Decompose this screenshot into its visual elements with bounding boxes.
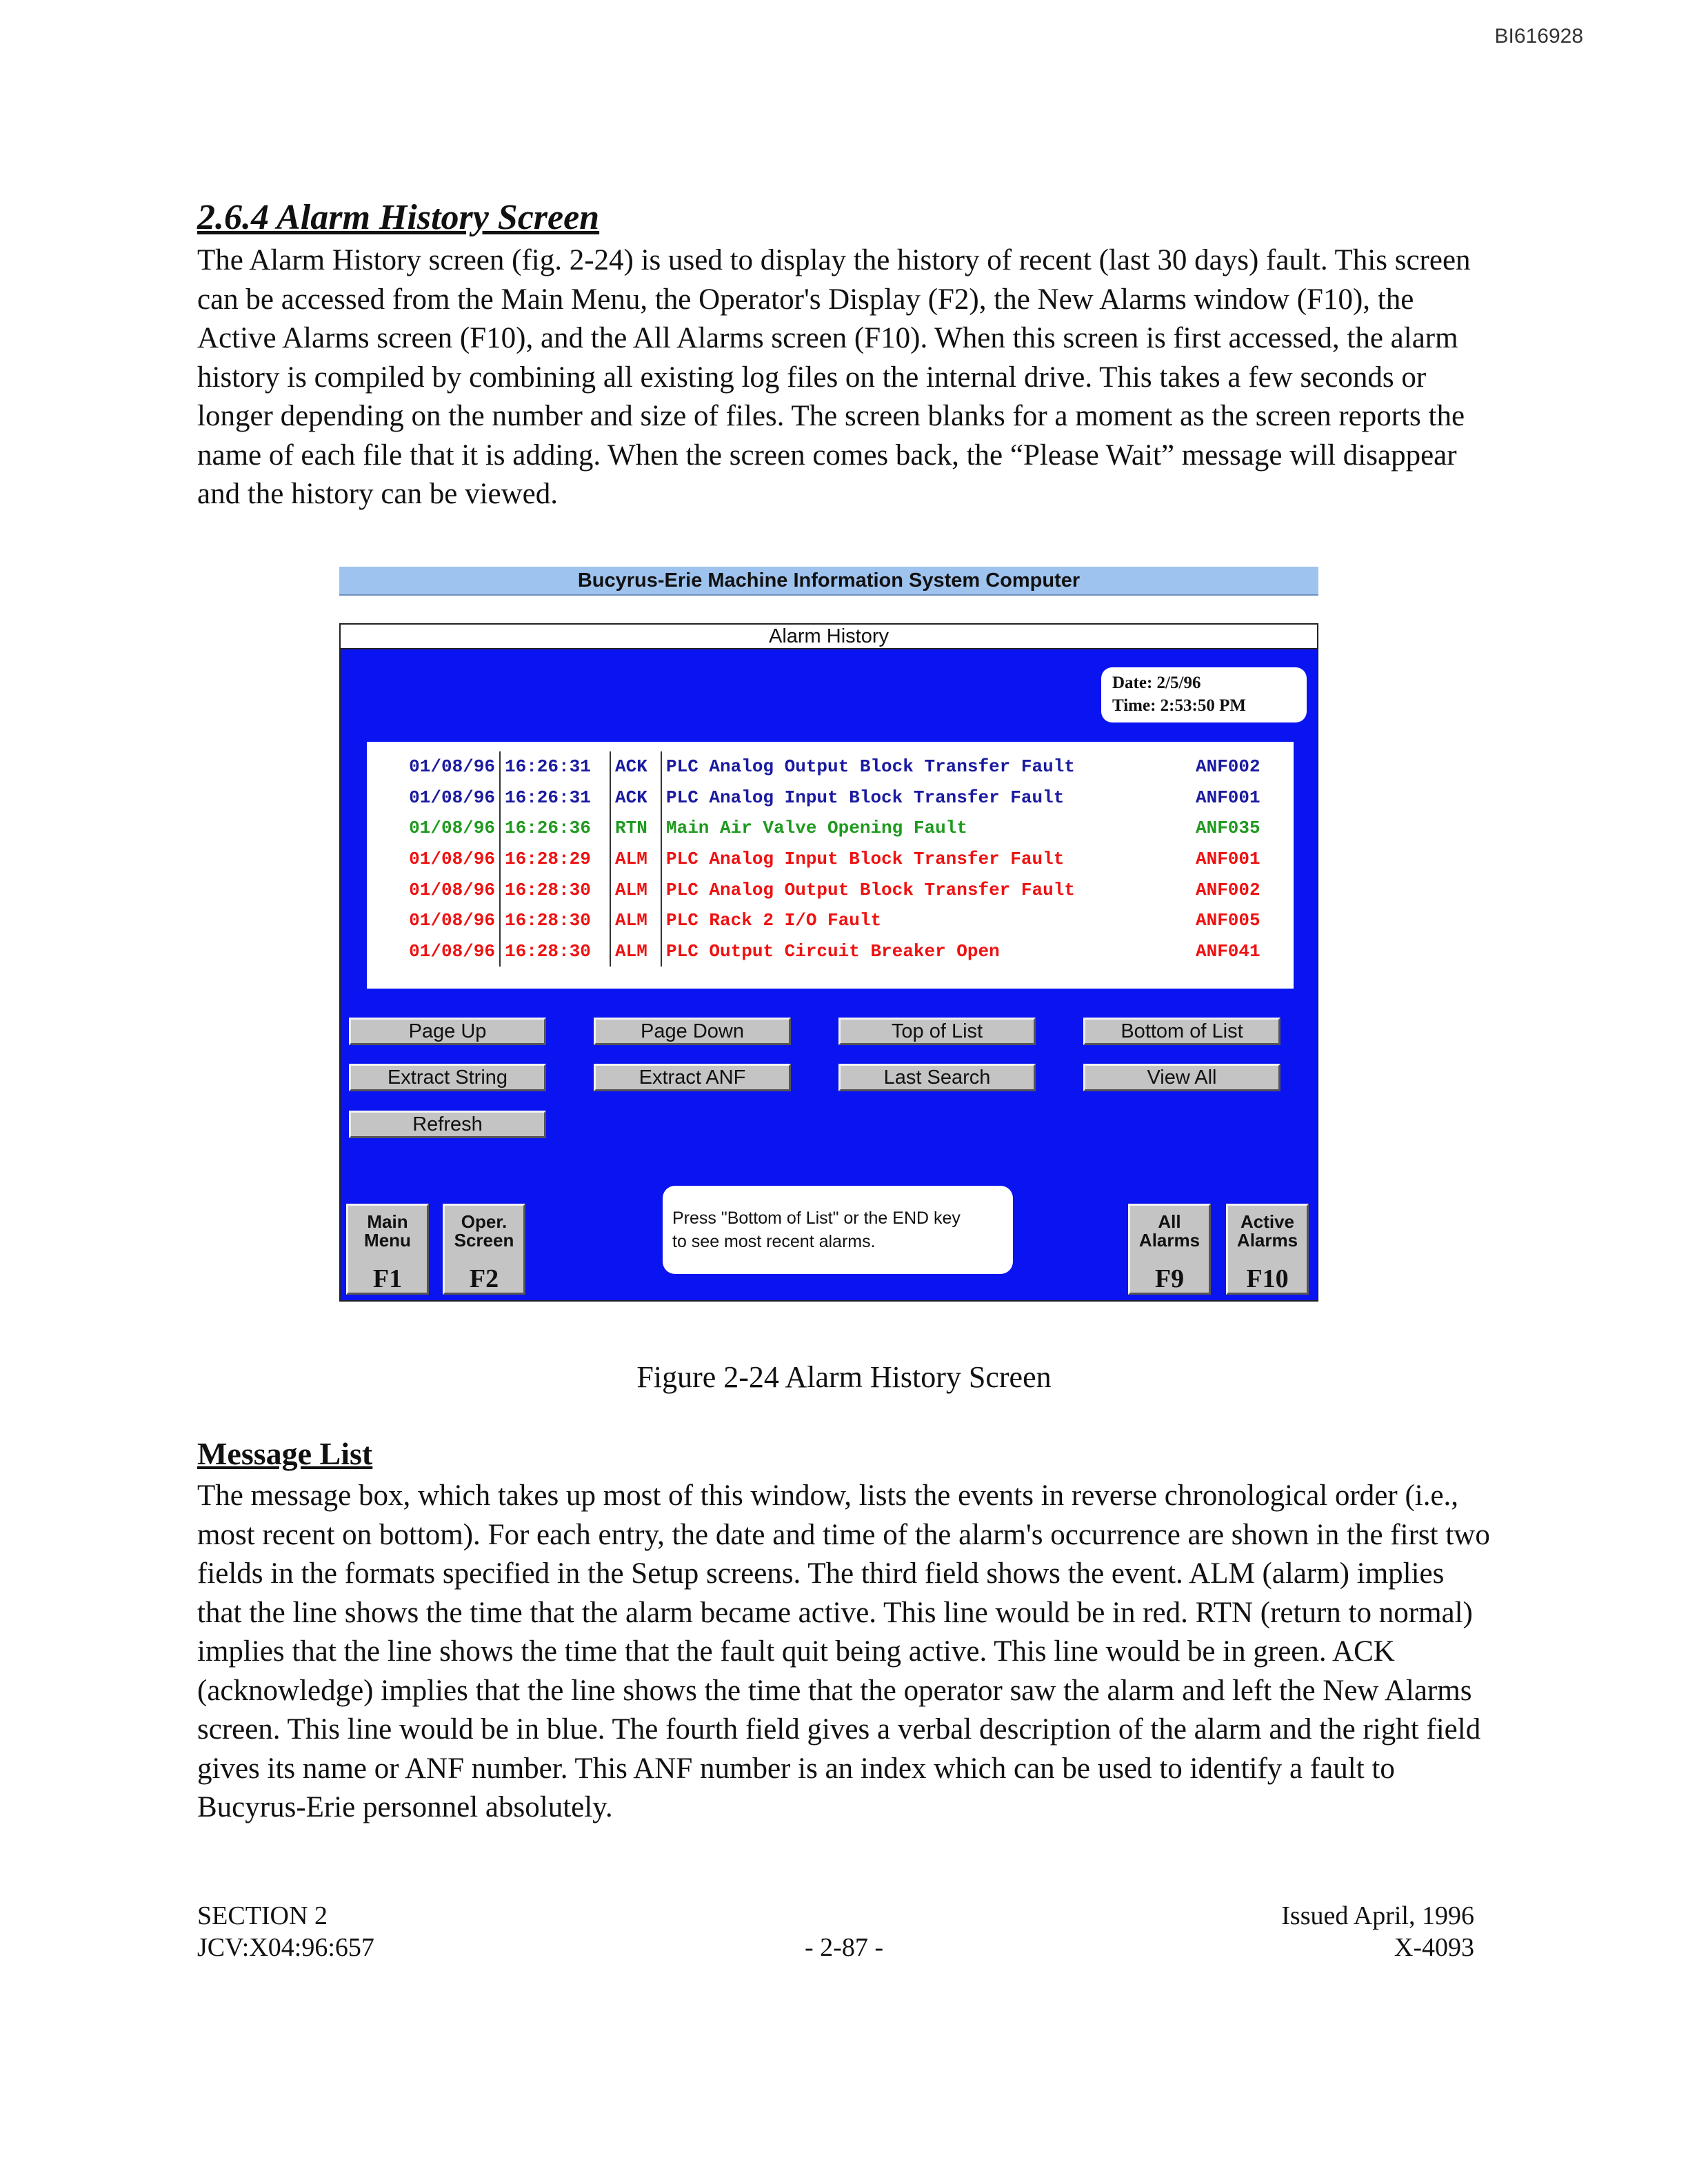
footer-code: JCV:X04:96:657 (197, 1933, 374, 1962)
page-down-button[interactable]: Page Down (594, 1018, 791, 1045)
alarm-description: PLC Analog Input Block Transfer Fault (666, 849, 1065, 870)
alarm-date: 01/08/96 (367, 813, 500, 844)
footer-section: SECTION 2 (197, 1901, 328, 1930)
alarm-date: 01/08/96 (367, 905, 500, 936)
alarm-type: ALM (610, 905, 661, 936)
alarm-description: PLC Output Circuit Breaker Open (666, 940, 1000, 962)
alarm-date: 01/08/96 (367, 751, 500, 782)
f1-label: Main Menu (364, 1211, 411, 1251)
alarm-type: RTN (610, 813, 661, 844)
alarm-time: 16:28:30 (500, 874, 610, 905)
alarm-time: 16:28:29 (500, 844, 610, 875)
alarm-description: PLC Analog Input Block Transfer Fault (666, 787, 1065, 808)
last-search-button[interactable]: Last Search (838, 1064, 1036, 1091)
alarm-anf: ANF035 (1196, 818, 1260, 839)
view-all-button[interactable]: View All (1083, 1064, 1280, 1091)
alarm-description: PLC Analog Output Block Transfer Fault (666, 879, 1075, 900)
alarm-date: 01/08/96 (367, 844, 500, 875)
date-display: Date: 2/5/96 (1112, 674, 1201, 692)
message-list[interactable] (367, 742, 1294, 989)
alarm-time: 16:26:36 (500, 813, 610, 844)
alarm-row[interactable] (367, 905, 1265, 936)
alarm-row[interactable] (367, 813, 1265, 844)
alarm-row[interactable] (367, 751, 1265, 782)
bottom-of-list-button[interactable]: Bottom of List (1083, 1018, 1280, 1045)
alarm-row[interactable] (367, 782, 1265, 813)
f10-code: F10 (1246, 1264, 1289, 1293)
f9-code: F9 (1154, 1264, 1185, 1293)
alarm-history-screenshot (339, 567, 1318, 1302)
intro-paragraph: The Alarm History screen (fig. 2-24) is used to display the history of recent (last 30 days) fault. This screen can be accessed from the Main Menu, the Operator's Display (F2), the New Alarms window (F10), the Active Alarms screen (F10), and the All Alarms screen (F10). When this screen is first accessed, the alarm history is compiled by combining all existing log files on the internal drive. This takes a few seconds or longer depending on the number and size of files. The screen blanks for a moment as the screen reports the name of each file that it is adding. When the screen comes back, the “Please Wait” message will disappear and the history can be viewed. (197, 244, 1471, 510)
top-of-list-button[interactable]: Top of List (838, 1018, 1036, 1045)
alarm-anf: ANF001 (1196, 787, 1260, 808)
active-alarms-f10-key[interactable] (1226, 1204, 1309, 1295)
alarm-type: ACK (610, 751, 661, 782)
main-menu-f1-key[interactable] (346, 1204, 429, 1295)
alarm-date: 01/08/96 (367, 782, 500, 813)
hint-box (663, 1186, 1013, 1274)
time-display: Time: 2:53:50 PM (1112, 696, 1246, 715)
figure-caption: Figure 2-24 Alarm History Screen (636, 1360, 1052, 1394)
alarm-anf: ANF001 (1196, 849, 1260, 870)
f2-code: F2 (469, 1264, 499, 1293)
all-alarms-f9-key[interactable] (1128, 1204, 1211, 1295)
alarm-description: Main Air Valve Opening Fault (666, 818, 967, 839)
f10-label: Active Alarms (1236, 1211, 1298, 1251)
alarm-type: ALM (610, 936, 661, 967)
hint-line-1: Press "Bottom of List" or the END key (672, 1209, 961, 1228)
section-heading: 2.6.4 Alarm History Screen (197, 198, 600, 237)
footer-issued: Issued April, 1996 (1281, 1901, 1474, 1930)
footer-doc-number: X-4093 (1394, 1933, 1474, 1962)
system-title-bar: Bucyrus-Erie Machine Information System Computer (339, 567, 1318, 596)
f2-label: Oper. Screen (454, 1211, 514, 1251)
alarm-time: 16:28:30 (500, 905, 610, 936)
footer-page-number: - 2-87 - (805, 1933, 883, 1962)
alarm-table (367, 751, 1265, 967)
alarm-time: 16:28:30 (500, 936, 610, 967)
alarm-type: ACK (610, 782, 661, 813)
message-list-paragraph: The message box, which takes up most of this window, lists the events in reverse chronological order (i.e., most recent on bottom). For each entry, the date and time of the alarm's occurrence are shown in the first two fields in the formats specified in the Setup screens. The third field shows the event. ALM (alarm) implies that the line shows the time that the alarm became active. This line would be in red. RTN (return to normal) implies that the line shows the time that the fault quit being active. This line would be in green. ACK (acknowledge) implies that the line shows the time that the operator saw the alarm and left the New Alarms screen. This line would be in blue. The fourth field gives a verbal description of the alarm and the right field gives its name or ANF number. This ANF number is an index which can be used to identify a fault to Bucyrus-Erie personnel absolutely. (197, 1479, 1490, 1823)
hint-line-2: to see most recent alarms. (672, 1232, 876, 1251)
oper-screen-f2-key[interactable] (443, 1204, 525, 1295)
footer-right (1281, 1900, 1474, 1963)
alarm-anf: ANF002 (1196, 756, 1260, 778)
alarm-description: PLC Analog Output Block Transfer Fault (666, 756, 1075, 778)
alarm-row[interactable] (367, 936, 1265, 967)
alarm-description: PLC Rack 2 I/O Fault (666, 910, 882, 931)
alarm-anf: ANF005 (1196, 910, 1260, 931)
alarm-row[interactable] (367, 844, 1265, 875)
alarm-history-window (339, 623, 1318, 1302)
alarm-anf: ANF041 (1196, 940, 1260, 962)
alarm-type: ALM (610, 874, 661, 905)
extract-anf-button[interactable]: Extract ANF (594, 1064, 791, 1091)
f9-label: All Alarms (1138, 1211, 1200, 1251)
alarm-time: 16:26:31 (500, 751, 610, 782)
date-time-box (1101, 667, 1307, 722)
page-up-button[interactable]: Page Up (349, 1018, 546, 1045)
f1-code: F1 (372, 1264, 403, 1293)
alarm-anf: ANF002 (1196, 879, 1260, 900)
alarm-date: 01/08/96 (367, 874, 500, 905)
window-title: Alarm History (341, 625, 1317, 649)
alarm-row[interactable] (367, 874, 1265, 905)
alarm-time: 16:26:31 (500, 782, 610, 813)
alarm-type: ALM (610, 844, 661, 875)
message-list-heading: Message List (197, 1436, 373, 1471)
document-id: BI616928 (1494, 25, 1583, 48)
refresh-button[interactable]: Refresh (349, 1111, 546, 1138)
alarm-date: 01/08/96 (367, 936, 500, 967)
extract-string-button[interactable]: Extract String (349, 1064, 546, 1091)
